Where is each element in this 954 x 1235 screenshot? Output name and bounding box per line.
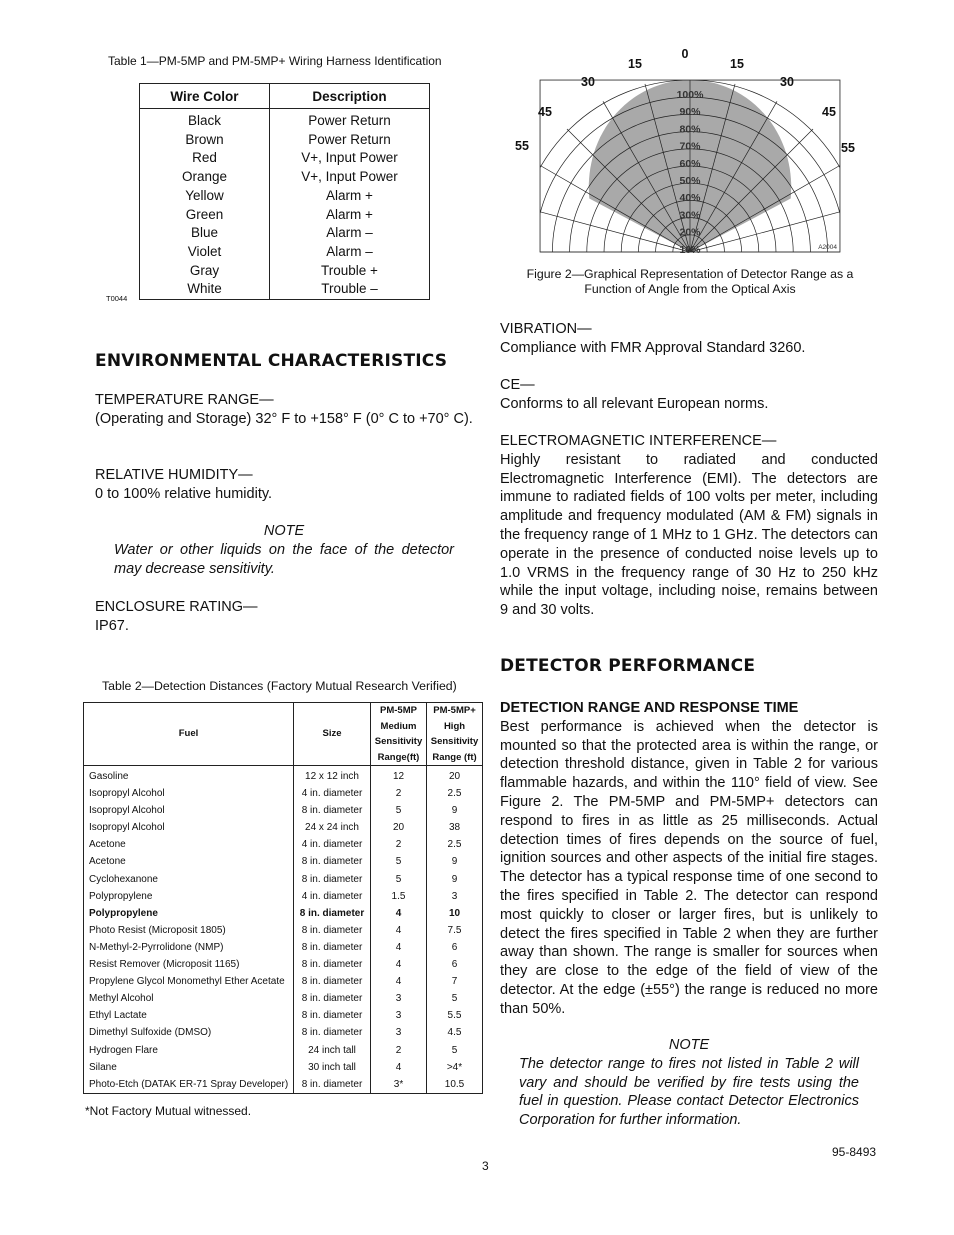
figure2-caption: Figure 2—Graphical Representation of Detector Range as a Function of Angle from the Optical Axis xyxy=(526,267,854,296)
table-row xyxy=(140,262,430,281)
fuel-cell: Propylene Glycol Monomethyl Ether Acetate xyxy=(84,973,294,990)
fuel-cell: Gasoline xyxy=(84,766,294,786)
angle-label: 45 xyxy=(822,105,836,119)
angle-label: 55 xyxy=(515,139,529,153)
wire-color-cell: Blue xyxy=(140,224,270,243)
size-cell: 12 x 12 inch xyxy=(294,766,371,786)
description-cell: Trouble – xyxy=(321,281,378,297)
size-cell: 8 in. diameter xyxy=(294,973,371,990)
pm5mp-cell: 4 xyxy=(371,1059,427,1076)
note-title: NOTE xyxy=(263,523,305,539)
angle-label: 45 xyxy=(538,105,552,119)
size-cell: 8 in. diameter xyxy=(294,956,371,973)
size-cell: 8 in. diameter xyxy=(294,802,371,819)
table-row xyxy=(84,1059,483,1076)
size-cell: 4 in. diameter xyxy=(294,785,371,802)
table-row xyxy=(84,1024,483,1041)
table-row xyxy=(84,1042,483,1059)
percent-label: 100% xyxy=(676,89,704,101)
table-row xyxy=(84,973,483,990)
pm5mp-cell: 2 xyxy=(371,1042,427,1059)
column-header: Description xyxy=(270,84,430,109)
size-header: Size xyxy=(294,703,371,766)
performance-heading: DETECTOR PERFORMANCE xyxy=(500,656,756,676)
pm5mp-cell: 4 xyxy=(371,956,427,973)
table-row xyxy=(84,990,483,1007)
size-cell: 8 in. diameter xyxy=(294,905,371,922)
pm5mpplus-cell: 7.5 xyxy=(447,924,462,936)
temperature-text: (Operating and Storage) 32° F to +158° F (0° C to +70° C). xyxy=(95,410,473,427)
detection-distances-table xyxy=(83,702,483,1094)
pm5mpplus-cell: >4* xyxy=(446,1061,463,1073)
figure-mask xyxy=(505,46,875,80)
size-cell: 30 inch tall xyxy=(294,1059,371,1076)
pm5mp-cell: 20 xyxy=(371,819,427,836)
size-cell: 8 in. diameter xyxy=(294,990,371,1007)
percent-label: 90% xyxy=(679,106,701,119)
fuel-cell: Isopropyl Alcohol xyxy=(84,802,294,819)
temperature-block xyxy=(95,391,475,429)
pm5mpplus-cell: 6 xyxy=(451,959,458,971)
size-cell: 8 in. diameter xyxy=(294,922,371,939)
description-cell: V+, Input Power xyxy=(301,169,398,185)
fuel-cell: Cyclohexanone xyxy=(84,871,294,888)
table-row xyxy=(84,888,483,905)
table-row xyxy=(84,922,483,939)
pm5mpplus-cell: 6 xyxy=(451,941,458,953)
pm5mp-cell: 12 xyxy=(371,766,427,786)
wire-color-cell: Green xyxy=(140,206,270,225)
angle-label: 30 xyxy=(581,75,595,89)
percent-label: 80% xyxy=(679,123,701,136)
pm5mp-header: PM-5MP Medium Sensitivity Range(ft) xyxy=(371,703,427,766)
fuel-header: Fuel xyxy=(84,703,294,766)
note-text: Water or other liquids on the face of the detector may decrease sensitivity. xyxy=(114,541,454,577)
table-row xyxy=(84,905,483,922)
emi-heading: ELECTROMAGNETIC INTERFERENCE— xyxy=(500,433,777,449)
pm5mpplus-cell: 9 xyxy=(451,873,458,885)
pm5mp-cell: 3* xyxy=(371,1076,427,1094)
percent-label: 10% xyxy=(679,243,701,256)
ce-text: Conforms to all relevant European norms. xyxy=(500,395,769,412)
percent-label: 50% xyxy=(679,175,701,187)
table-row xyxy=(84,871,483,888)
humidity-text: 0 to 100% relative humidity. xyxy=(95,485,273,502)
table-row xyxy=(140,280,430,299)
description-cell: V+, Input Power xyxy=(301,150,398,166)
table-row xyxy=(84,956,483,973)
table-row xyxy=(84,939,483,956)
table2-caption: Table 2—Detection Distances (Factory Mutual Research Verified) xyxy=(102,679,457,693)
size-cell: 8 in. diameter xyxy=(294,1076,371,1094)
env-note xyxy=(114,522,454,578)
fuel-cell: Acetone xyxy=(84,853,294,870)
description-cell: Power Return xyxy=(308,113,391,128)
description-cell: Trouble + xyxy=(321,262,378,278)
table-row xyxy=(140,224,430,243)
note-text: The detector range to fires not listed in Table 2 will vary and should be verified by fire tests using the fuel in question. Please contact Detector Electronics Corporation for further information. xyxy=(519,1055,859,1129)
table2-footnote: *Not Factory Mutual witnessed. xyxy=(85,1104,252,1118)
description-cell: Alarm + xyxy=(326,187,373,203)
percent-label: 40% xyxy=(679,192,701,205)
table-row xyxy=(84,836,483,853)
fuel-cell: Resist Remover (Microposit 1165) xyxy=(84,956,294,973)
fuel-cell: Isopropyl Alcohol xyxy=(84,819,294,836)
pm5mpplus-cell: 10 xyxy=(448,907,461,919)
table-row xyxy=(84,1076,483,1094)
fuel-cell: Acetone xyxy=(84,836,294,853)
fuel-cell: Hydrogen Flare xyxy=(84,1042,294,1059)
enclosure-heading: ENCLOSURE RATING— xyxy=(95,599,258,615)
pm5mp-cell: 4 xyxy=(371,905,427,922)
percent-label: 70% xyxy=(679,140,701,153)
table-row xyxy=(140,187,430,206)
wire-color-cell: Black xyxy=(140,109,270,131)
fuel-cell: Silane xyxy=(84,1059,294,1076)
fuel-cell: Photo Resist (Microposit 1805) xyxy=(84,922,294,939)
column-header: Wire Color xyxy=(140,84,270,109)
wire-color-cell: Brown xyxy=(140,131,270,150)
fuel-cell: Polypropylene xyxy=(84,888,294,905)
description-cell: Alarm – xyxy=(326,225,373,241)
table1-caption: Table 1—PM-5MP and PM-5MP+ Wiring Harness Identification xyxy=(108,54,442,68)
pm5mp-cell: 3 xyxy=(371,1024,427,1041)
pm5mpplus-cell: 9 xyxy=(451,805,458,817)
pm5mpplus-cell: 3 xyxy=(451,890,458,902)
page-number: 3 xyxy=(482,1159,489,1173)
enclosure-text: IP67. xyxy=(95,617,129,634)
pm5mpplus-cell: 9 xyxy=(451,856,458,868)
size-cell: 24 inch tall xyxy=(294,1042,371,1059)
pm5mp-cell: 4 xyxy=(371,922,427,939)
table-row xyxy=(140,243,430,262)
range-heading: DETECTION RANGE AND RESPONSE TIME xyxy=(500,700,799,716)
angle-label: 30 xyxy=(780,75,794,89)
description-cell: Alarm – xyxy=(326,243,373,259)
pm5mp-cell: 5 xyxy=(371,802,427,819)
size-cell: 8 in. diameter xyxy=(294,939,371,956)
pm5mpplus-cell: 10.5 xyxy=(444,1078,465,1090)
fuel-cell: Polypropylene xyxy=(84,905,294,922)
angle-label: 0 xyxy=(681,47,689,61)
fuel-cell: Photo-Etch (DATAK ER-71 Spray Developer) xyxy=(84,1076,294,1094)
vibration-text: Compliance with FMR Approval Standard 3260. xyxy=(500,339,806,356)
pm5mpplus-cell: 7 xyxy=(451,976,458,988)
humidity-heading: RELATIVE HUMIDITY— xyxy=(95,467,253,483)
description-cell: Alarm + xyxy=(326,206,373,222)
environmental-heading: ENVIRONMENTAL CHARACTERISTICS xyxy=(95,351,448,371)
table-row xyxy=(84,766,483,786)
angle-label: 55 xyxy=(841,141,855,155)
pm5mp-cell: 1.5 xyxy=(371,888,427,905)
wire-color-cell: Yellow xyxy=(140,187,270,206)
table-row xyxy=(140,109,430,131)
pm5mp-cell: 5 xyxy=(371,853,427,870)
wire-color-cell: Orange xyxy=(140,168,270,187)
wiring-harness-table xyxy=(139,83,430,300)
fuel-cell: Ethyl Lactate xyxy=(84,1007,294,1024)
fuel-cell: N-Methyl-2-Pyrrolidone (NMP) xyxy=(84,939,294,956)
pm5mpplus-cell: 38 xyxy=(448,822,461,834)
detector-range-figure xyxy=(505,46,875,261)
pm5mp-cell: 3 xyxy=(371,1007,427,1024)
size-cell: 4 in. diameter xyxy=(294,888,371,905)
pm5mpplus-cell: 4.5 xyxy=(447,1027,462,1039)
pm5mpplus-cell: 20 xyxy=(448,771,461,782)
ce-block xyxy=(500,376,878,414)
pm5mp-cell: 4 xyxy=(371,973,427,990)
table-row xyxy=(84,802,483,819)
pm5mp-cell: 3 xyxy=(371,990,427,1007)
table-row xyxy=(84,853,483,870)
table-row xyxy=(84,819,483,836)
size-cell: 4 in. diameter xyxy=(294,836,371,853)
pm5mpplus-cell: 5 xyxy=(451,1044,458,1056)
figure-code: A2004 xyxy=(818,244,837,251)
pm5mp-cell: 2 xyxy=(371,836,427,853)
table-row xyxy=(140,206,430,225)
wire-color-cell: Gray xyxy=(140,262,270,281)
percent-label: 30% xyxy=(679,209,701,222)
emi-block xyxy=(500,432,878,620)
description-cell: Power Return xyxy=(308,131,391,147)
range-text: Best performance is achieved when the detector is mounted so that the protected area is within the range, or detection threshold distance, given in Table 2 for various flammable hazards, and within the 110° field of view. See Figure 2. The PM-5MP and PM-5MP+ detectors can respond to fires in as little as 25 milliseconds. Actual detection times of fires depends on the source of fuel, ignition sources and other aspects of the initial fire stages. The detector has a typical response time of one second to the fires specified in Table 2. The detector can respond most quickly to closer or larger fires, but is unlikely to detect the fires specified in Table 2 when they are further away than shown. The range is smaller for sources when they are close to the edge of the field of view of the detector. At the edge (±55°) the range is reduced no more than 50%. xyxy=(500,718,878,1017)
range-block xyxy=(500,699,878,1019)
ce-heading: CE— xyxy=(500,377,535,393)
fuel-cell: Dimethyl Sulfoxide (DMSO) xyxy=(84,1024,294,1041)
pm5mp-cell: 2 xyxy=(371,785,427,802)
document-number: 95-8493 xyxy=(832,1145,877,1159)
vibration-block xyxy=(500,320,878,358)
note-title: NOTE xyxy=(668,1037,710,1053)
percent-label: 20% xyxy=(679,226,701,239)
table-row xyxy=(84,1007,483,1024)
performance-note xyxy=(519,1036,859,1130)
size-cell: 8 in. diameter xyxy=(294,1007,371,1024)
table-row xyxy=(140,168,430,187)
size-cell: 8 in. diameter xyxy=(294,871,371,888)
vibration-heading: VIBRATION— xyxy=(500,321,592,337)
enclosure-block xyxy=(95,598,475,636)
size-cell: 24 x 24 inch xyxy=(294,819,371,836)
table-row xyxy=(140,131,430,150)
emi-text: Highly resistant to radiated and conducted Electromagnetic Interference (EMI). The detectors are immune to radiated fields of 100 volts per meter, including amplitude and frequency modulated (AM & FM) signals in the frequency range of 1 MHz to 1 GHz. The detectors can operate in the presence of conducted noise levels up to 1.0 VRMS in the frequency range of 30 Hz to 250 kHz while the input voltage, including noise, remains between 9 and 30 volts. xyxy=(500,451,878,619)
pm5mpplus-header: PM-5MP+ High Sensitivity Range (ft) xyxy=(427,703,483,766)
fuel-cell: Methyl Alcohol xyxy=(84,990,294,1007)
pm5mpplus-cell: 2.5 xyxy=(447,839,462,851)
table-row xyxy=(84,785,483,802)
pm5mpplus-cell: 5.5 xyxy=(447,1010,462,1022)
pm5mp-cell: 4 xyxy=(371,939,427,956)
humidity-block xyxy=(95,466,475,504)
table1-code: T0044 xyxy=(106,294,128,303)
angle-label: 15 xyxy=(730,57,744,71)
size-cell: 8 in. diameter xyxy=(294,1024,371,1041)
pm5mpplus-cell: 2.5 xyxy=(447,788,462,800)
wire-color-cell: Violet xyxy=(140,243,270,262)
percent-label: 60% xyxy=(679,157,701,170)
size-cell: 8 in. diameter xyxy=(294,853,371,870)
pm5mpplus-cell: 5 xyxy=(451,993,458,1005)
pm5mp-cell: 5 xyxy=(371,871,427,888)
wire-color-cell: Red xyxy=(140,149,270,168)
temperature-heading: TEMPERATURE RANGE— xyxy=(95,392,274,408)
angle-label: 15 xyxy=(628,57,642,71)
table-row xyxy=(140,149,430,168)
fuel-cell: Isopropyl Alcohol xyxy=(84,785,294,802)
wire-color-cell: White xyxy=(140,280,270,299)
